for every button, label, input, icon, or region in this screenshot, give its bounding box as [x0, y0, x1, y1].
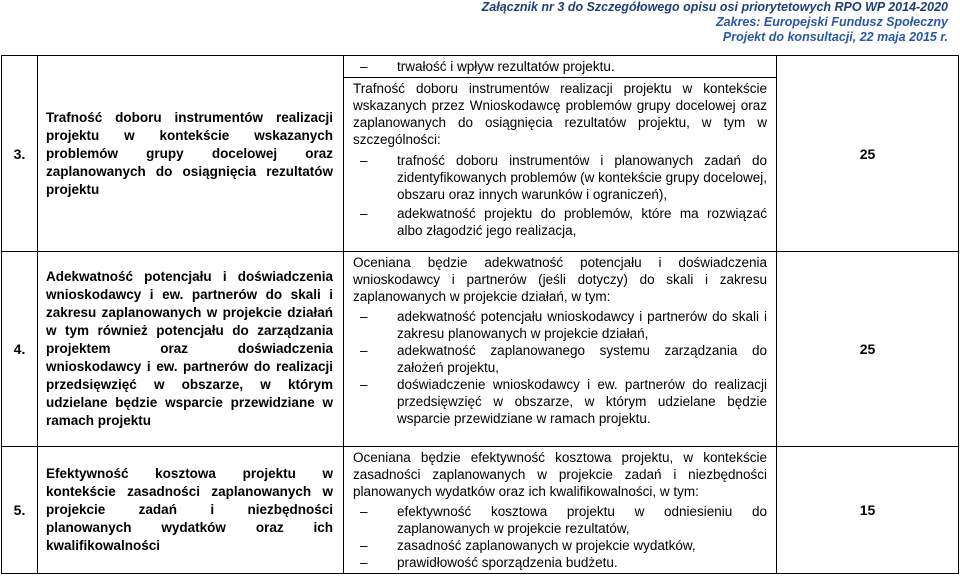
list-item: – trafność doboru instrumentów i planowanych zadań do zidentyfikowanych problemów (w kontekście grupy docelowej, obszaru oraz innych warunków i ograniczeń),: [397, 152, 767, 203]
list-item: – adekwatność projektu do problemów, które ma rozwiązać albo złagodzić jego realizacja,: [397, 205, 767, 239]
criterion-description: [344, 447, 777, 574]
list-item: – zasadność zaplanowanych w projekcie wydatków,: [397, 537, 767, 554]
continuation-fragment: – trwałość i wpływ rezultatów projektu.: [353, 58, 767, 75]
list-item: – prawidłowość sporządzenia budżetu.: [397, 554, 767, 571]
list-item: – adekwatność potencjału wnioskodawcy i partnerów do skali i zakresu planowanych w projekcie działań,: [397, 308, 767, 342]
criteria-table: [1, 55, 959, 574]
points-value: 25: [777, 252, 959, 447]
criterion-name: Adekwatność potencjału i doświadczenia wnioskodawcy i ew. partnerów do skali i zakresu zaplanowanych w projekcie działań w tym również potencjału do zarządzania projektem oraz doświadczenia wnioskodawcy i ew. partnerów do realizacji przedsięwzięć w obszarze, w którym udzielane będzie wsparcie przewidziane w ramach projektu: [38, 252, 344, 447]
row-number: 4.: [2, 252, 38, 447]
description-list: [353, 308, 767, 427]
header-line-2: Zakres: Europejski Fundusz Społeczny: [715, 15, 948, 29]
table-row: [2, 252, 959, 447]
criterion-name: Trafność doboru instrumentów realizacji projektu w kontekście wskazanych problemów grupy docelowej oraz zaplanowanych do osiągnięcia rezultatów projektu: [38, 56, 344, 252]
divider: [344, 77, 776, 78]
description-intro: Trafność doboru instrumentów realizacji projektu w kontekście wskazanych przez Wnioskodawcę problemów grupy docelowej oraz zaplanowanych do osiągnięcia rezultatów projektu, w tym w szczególności:: [353, 81, 767, 147]
header-line-3: Projekt do konsultacji, 22 maja 2015 r.: [722, 30, 948, 44]
points-value: 15: [777, 447, 959, 574]
table-row: [2, 56, 959, 252]
row-number: 3.: [2, 56, 38, 252]
list-item: – adekwatność zaplanowanego systemu zarządzania do założeń projektu,: [397, 342, 767, 376]
criterion-description: [344, 252, 777, 447]
criterion-name: Efektywność kosztowa projektu w kontekście zasadności zaplanowanych w projekcie zadań i niezbędności planowanych wydatków oraz ich kwalifikowalności: [38, 447, 344, 574]
table-row: [2, 447, 959, 574]
description-list: [353, 152, 767, 239]
criterion-description: [344, 56, 777, 252]
points-value: 25: [777, 56, 959, 252]
row-number: 5.: [2, 447, 38, 574]
list-item: – doświadczenie wnioskodawcy i ew. partnerów do realizacji przedsięwzięć w obszarze, w którym udzielane będzie wsparcie przewidziane w ramach projektu.: [397, 376, 767, 427]
description-intro: Oceniana będzie efektywność kosztowa projektu, w kontekście zasadności zaplanowanych w projekcie zadań i niezbędności planowanych wydatków oraz ich kwalifikowalności, w tym:: [353, 450, 767, 499]
list-item: – efektywność kosztowa projektu w odniesieniu do zaplanowanych w projekcie rezultatów,: [397, 503, 767, 537]
description-list: [353, 503, 767, 571]
description-intro: Oceniana będzie adekwatność potencjału i doświadczenia wnioskodawcy i partnerów (jeśli dotyczy) do skali i zakresu zaplanowanych w projekcie działań, w tym:: [353, 255, 767, 304]
header-line-1: Załącznik nr 3 do Szczegółowego opisu osi priorytetowych RPO WP 2014-2020: [481, 0, 948, 14]
document-header: [482, 0, 948, 45]
